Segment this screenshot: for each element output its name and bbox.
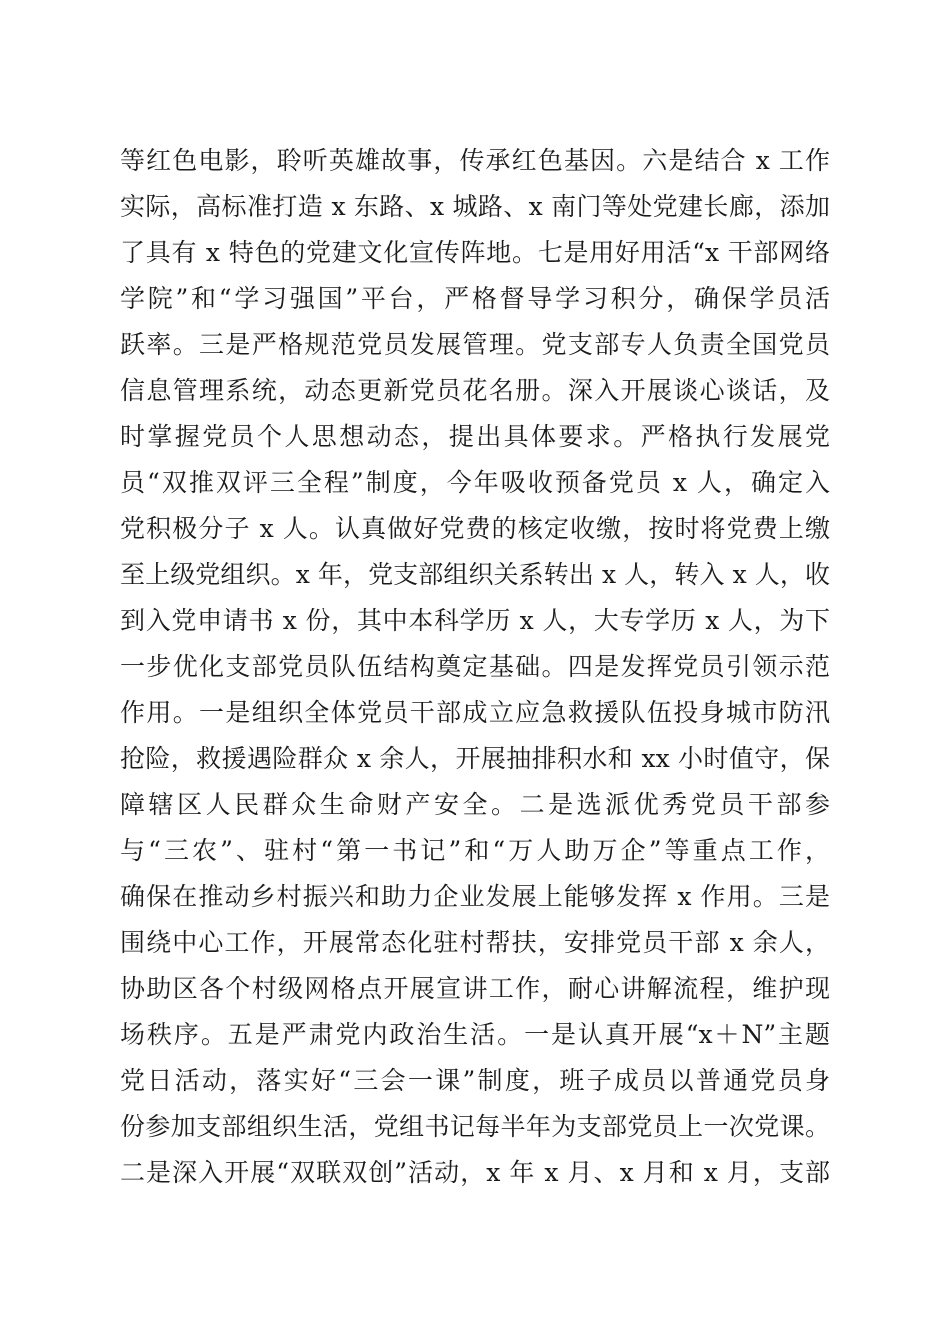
- text-line: 实际，高标准打造 x 东路、x 城路、x 南门等处党建长廊，添加: [120, 192, 830, 221]
- text-line: 跃率。三是严格规范党员发展管理。党支部专人负责全国党员: [120, 330, 830, 359]
- text-line: 协助区各个村级网格点开展宣讲工作，耐心讲解流程，维护现: [120, 974, 830, 1003]
- text-line: 学院”和“学习强国”平台，严格督导学习积分，确保学员活: [120, 284, 830, 313]
- text-line: 党积极分子 x 人。认真做好党费的核定收缴，按时将党费上缴: [120, 514, 830, 543]
- text-line: 二是深入开展“双联双创”活动，x 年 x 月、x 月和 x 月，支部: [120, 1158, 830, 1187]
- text-line: 时掌握党员个人思想动态，提出具体要求。严格执行发展党: [120, 422, 830, 451]
- text-line: 场秩序。五是严肃党内政治生活。一是认真开展“x＋N”主题: [120, 1020, 830, 1049]
- text-line: 与“三农”、驻村“第一书记”和“万人助万企”等重点工作，: [120, 836, 830, 865]
- text-line: 等红色电影，聆听英雄故事，传承红色基因。六是结合 x 工作: [120, 146, 830, 175]
- text-line: 障辖区人民群众生命财产安全。二是选派优秀党员干部参: [120, 790, 830, 819]
- text-line: 作用。一是组织全体党员干部成立应急救援队伍投身城市防汛: [120, 698, 830, 727]
- text-line: 抢险，救援遇险群众 x 余人，开展抽排积水和 xx 小时值守，保: [120, 744, 830, 773]
- text-line: 确保在推动乡村振兴和助力企业发展上能够发挥 x 作用。三是: [120, 882, 830, 911]
- text-line: 到入党申请书 x 份，其中本科学历 x 人，大专学历 x 人，为下: [120, 606, 830, 635]
- text-line: 围绕中心工作，开展常态化驻村帮扶，安排党员干部 x 余人，: [120, 928, 830, 957]
- text-line: 至上级党组织。x 年，党支部组织关系转出 x 人，转入 x 人，收: [120, 560, 830, 589]
- body-text: [120, 138, 830, 1196]
- text-line: 党日活动，落实好“三会一课”制度，班子成员以普通党员身: [120, 1066, 830, 1095]
- text-line: 信息管理系统，动态更新党员花名册。深入开展谈心谈话，及: [120, 376, 830, 405]
- text-line: 了具有 x 特色的党建文化宣传阵地。七是用好用活“x 干部网络: [120, 238, 830, 267]
- text-line: 份参加支部组织生活，党组书记每半年为支部党员上一次党课。: [120, 1112, 830, 1141]
- text-line: 一步优化支部党员队伍结构奠定基础。四是发挥党员引领示范: [120, 652, 830, 681]
- text-line: 员“双推双评三全程”制度，今年吸收预备党员 x 人，确定入: [120, 468, 830, 497]
